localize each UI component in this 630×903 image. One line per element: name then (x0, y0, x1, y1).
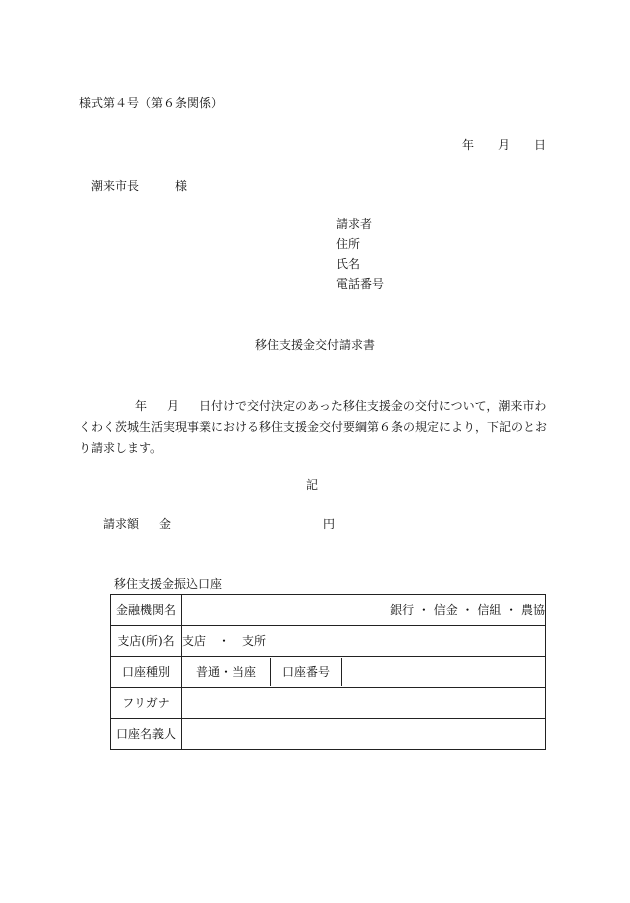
body-paragraph (79, 396, 549, 459)
institution-types: 銀行 ・ 信金 ・ 信組 ・ 農協 (182, 595, 546, 626)
account-type-label: 口座種別 (111, 657, 182, 688)
requester-heading: 請求者 (336, 217, 373, 231)
amount-yen: 円 (323, 517, 336, 531)
requester-address: 住所 (336, 237, 361, 251)
ki-marker: 記 (305, 478, 318, 492)
addressee (91, 179, 187, 193)
amount-label: 請求額 (103, 517, 140, 531)
holder-label: 口座名義人 (111, 719, 182, 750)
institution-label: 金融機関名 (111, 595, 182, 626)
amount-gold: 金 (159, 517, 172, 531)
body-year: 年 (135, 399, 148, 413)
body-month: 月 (167, 399, 180, 413)
addressee-name: 潮来市長 (91, 179, 140, 193)
holder-row (111, 719, 546, 750)
requester-name: 氏名 (336, 257, 361, 271)
date-year: 年 (462, 138, 475, 152)
branch-label: 支店(所)名 (111, 626, 182, 657)
account-number-value (342, 658, 546, 686)
requester-phone: 電話番号 (336, 277, 385, 291)
account-type-value: 普通・当座 (182, 658, 271, 686)
institution-row (111, 595, 546, 626)
account-number-label: 口座番号 (271, 658, 342, 686)
holder-value (182, 719, 546, 750)
document-title: 移住支援金交付請求書 (254, 338, 375, 352)
account-table (110, 594, 546, 750)
branch-types: 支店 ・ 支所 (182, 626, 546, 657)
amount-line (103, 517, 335, 531)
body-text: 日付けで交付決定のあった移住支援金の交付について，潮来市わくわく茨城生活実現事業における移住支援金交付要綱第６条の規定により，下記のとおり請求します。 (79, 399, 548, 455)
date-line (462, 138, 546, 152)
requester-block (336, 217, 384, 297)
addressee-honorific: 様 (175, 179, 188, 193)
account-type-row (111, 657, 546, 688)
date-month: 月 (498, 138, 511, 152)
form-number: 様式第４号（第６条関係） (79, 96, 224, 110)
furigana-label: フリガナ (111, 688, 182, 719)
date-day: 日 (534, 138, 547, 152)
branch-row (111, 626, 546, 657)
account-heading: 移住支援金振込口座 (114, 577, 223, 591)
furigana-row (111, 688, 546, 719)
furigana-value (182, 688, 546, 719)
